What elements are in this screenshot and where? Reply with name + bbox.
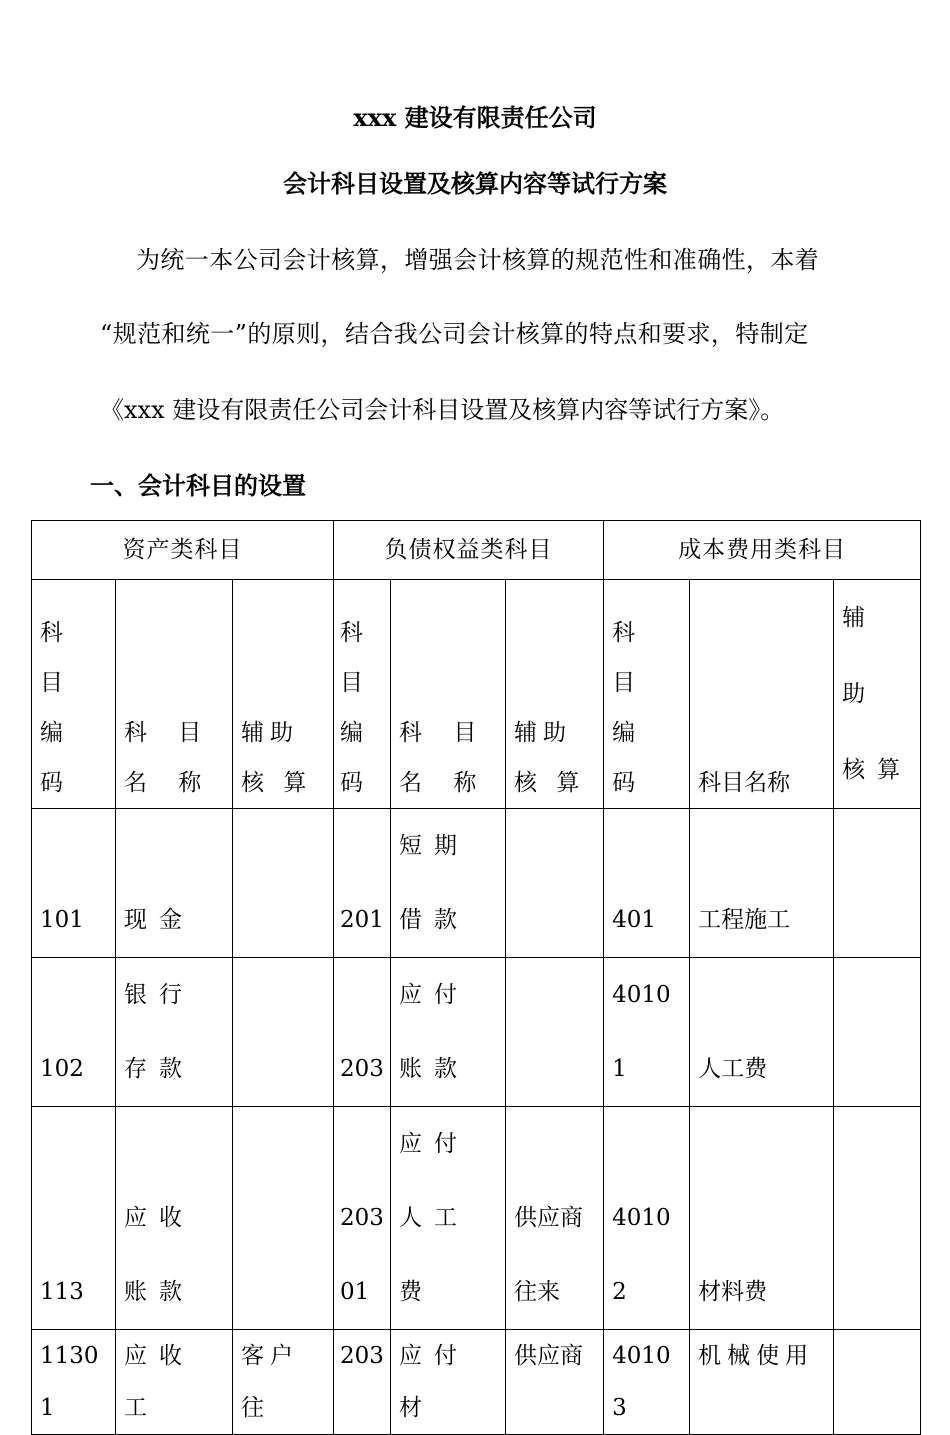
cell-liability-aux: 供应商往来 bbox=[506, 1107, 604, 1330]
cell-asset-aux: 客户往 bbox=[233, 1330, 334, 1435]
plan-title: 会计科目设置及核算内容等试行方案 bbox=[283, 169, 667, 198]
cell-cost-code: 40101 bbox=[604, 958, 690, 1107]
cell-asset-code: 101 bbox=[32, 809, 116, 958]
cell-cost-name: 工程施工 bbox=[690, 809, 834, 958]
col-liability-code: 科目编码 bbox=[334, 580, 391, 809]
cell-liability-name: 应付材 bbox=[391, 1330, 506, 1435]
table-column-header-row bbox=[32, 580, 921, 809]
cell-asset-code: 11301 bbox=[32, 1330, 116, 1435]
cell-cost-code: 40103 bbox=[604, 1330, 690, 1435]
cell-asset-aux bbox=[233, 809, 334, 958]
cell-asset-name: 应收工 bbox=[116, 1330, 233, 1435]
cell-asset-aux bbox=[233, 1107, 334, 1330]
cell-cost-aux bbox=[834, 1330, 921, 1435]
group-cost-expense: 成本费用类科目 bbox=[604, 521, 921, 580]
table-row bbox=[32, 809, 921, 958]
cell-asset-name: 应收账款 bbox=[116, 1107, 233, 1330]
col-cost-code: 科 目 编码 bbox=[604, 580, 690, 809]
account-table bbox=[31, 520, 921, 1435]
cell-asset-name: 银行存款 bbox=[116, 958, 233, 1107]
cell-cost-aux bbox=[834, 1107, 921, 1330]
cell-cost-name: 机械使用 bbox=[690, 1330, 834, 1435]
cell-asset-code: 102 bbox=[32, 958, 116, 1107]
intro-paragraph-line-1: 为统一本公司会计核算，增强会计核算的规范性和准确性，本着 bbox=[136, 246, 820, 274]
section-heading: 一、会计科目的设置 bbox=[90, 471, 306, 500]
cell-liability-name: 应付账款 bbox=[391, 958, 506, 1107]
cell-liability-code: 203 bbox=[334, 958, 391, 1107]
cell-cost-code: 40102 bbox=[604, 1107, 690, 1330]
group-assets: 资产类科目 bbox=[32, 521, 334, 580]
col-asset-code: 科 目 编码 bbox=[32, 580, 116, 809]
cell-liability-code: 20301 bbox=[334, 1107, 391, 1330]
table-row bbox=[32, 1107, 921, 1330]
cell-liability-name: 短期借款 bbox=[391, 809, 506, 958]
cell-asset-aux bbox=[233, 958, 334, 1107]
cell-asset-code: 113 bbox=[32, 1107, 116, 1330]
intro-paragraph-line-3: 《xxx 建设有限责任公司会计科目设置及核算内容等试行方案》。 bbox=[100, 396, 785, 424]
table-row bbox=[32, 958, 921, 1107]
cell-liability-aux bbox=[506, 958, 604, 1107]
cell-liability-name: 应付人工费 bbox=[391, 1107, 506, 1330]
cell-liability-code: 203 bbox=[334, 1330, 391, 1435]
cell-liability-aux bbox=[506, 809, 604, 958]
cell-cost-name: 材料费 bbox=[690, 1107, 834, 1330]
col-cost-aux: 辅 助 核算 bbox=[834, 580, 921, 809]
col-liability-name: 科 目 名 称 bbox=[391, 580, 506, 809]
intro-paragraph-line-2: “规范和统一”的原则，结合我公司会计核算的特点和要求，特制定 bbox=[100, 320, 809, 348]
table-row bbox=[32, 1330, 921, 1435]
group-liabilities-equity: 负债权益类科目 bbox=[334, 521, 604, 580]
col-liability-aux: 辅助核 算 bbox=[506, 580, 604, 809]
cell-cost-code: 401 bbox=[604, 809, 690, 958]
cell-liability-aux: 供应商 bbox=[506, 1330, 604, 1435]
cell-cost-aux bbox=[834, 809, 921, 958]
table-group-header-row bbox=[32, 521, 921, 580]
cell-asset-name: 现金 bbox=[116, 809, 233, 958]
cell-cost-name: 人工费 bbox=[690, 958, 834, 1107]
col-asset-name: 科 目 名 称 bbox=[116, 580, 233, 809]
cell-liability-code: 201 bbox=[334, 809, 391, 958]
company-title: xxx 建设有限责任公司 bbox=[353, 103, 597, 132]
col-cost-name: 科目名称 bbox=[690, 580, 834, 809]
col-asset-aux: 辅助核 算 bbox=[233, 580, 334, 809]
cell-cost-aux bbox=[834, 958, 921, 1107]
